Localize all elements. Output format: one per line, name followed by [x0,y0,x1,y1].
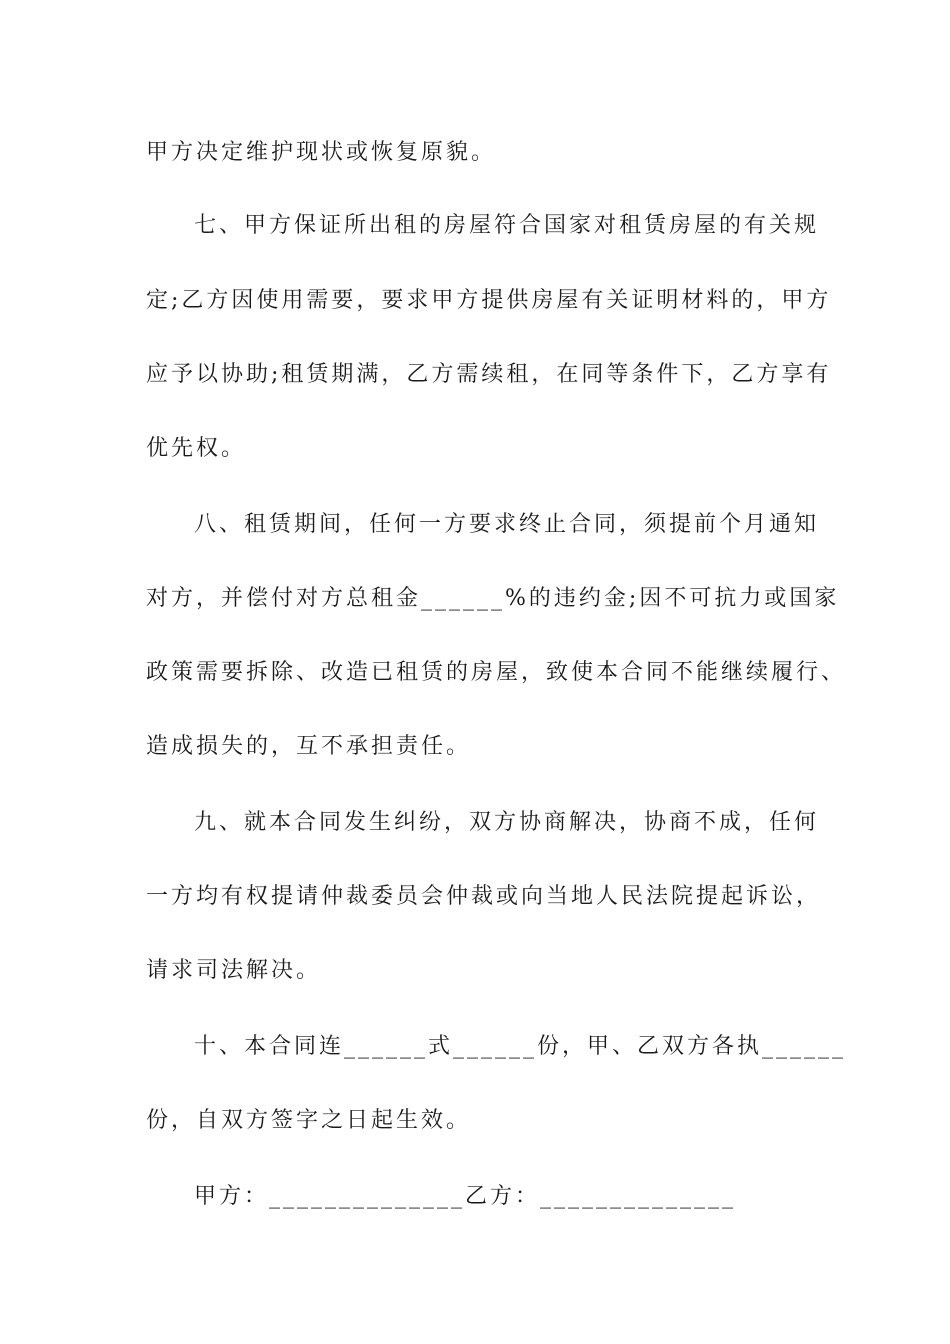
clause-ten-line-2: 份，自双方签字之日起生效。 [146,1108,472,1133]
clause-seven-line-4: 优先权。 [146,436,247,461]
clause-nine-line-1: 九、就本合同发生纠纷，双方协商解决，协商不成，任何 [194,810,820,835]
clause-seven-line-3: 应予以协助;租赁期满，乙方需续租，在同等条件下，乙方享有 [146,362,832,387]
clause-eight-line-1: 八、租赁期间，任何一方要求终止合同，须提前个月通知 [194,512,820,537]
signature-line: 甲方：______________乙方：______________ [194,1184,737,1209]
clause-nine-line-2: 一方均有权提请仲裁委员会仲裁或向当地人民法院提起诉讼， [146,884,822,909]
clause-nine-line-3: 请求司法解决。 [146,958,322,983]
clause-eight-line-3: 政策需要拆除、改造已租赁的房屋，致使本合同不能继续履行、 [146,660,847,685]
clause-eight-line-2: 对方，并偿付对方总租金______%的违约金;因不可抗力或国家 [146,586,840,611]
clause-eight-line-4: 造成损失的，互不承担责任。 [146,734,472,759]
clause-seven-line-1: 七、甲方保证所出租的房屋符合国家对租赁房屋的有关规 [194,213,820,238]
clause-ten-line-1: 十、本合同连______式______份，甲、乙双方各执______ [194,1034,847,1059]
clause-seven-line-2: 定;乙方因使用需要，要求甲方提供房屋有关证明材料的，甲方 [146,288,832,313]
text-line-1: 甲方决定维护现状或恢复原貌。 [146,140,497,165]
